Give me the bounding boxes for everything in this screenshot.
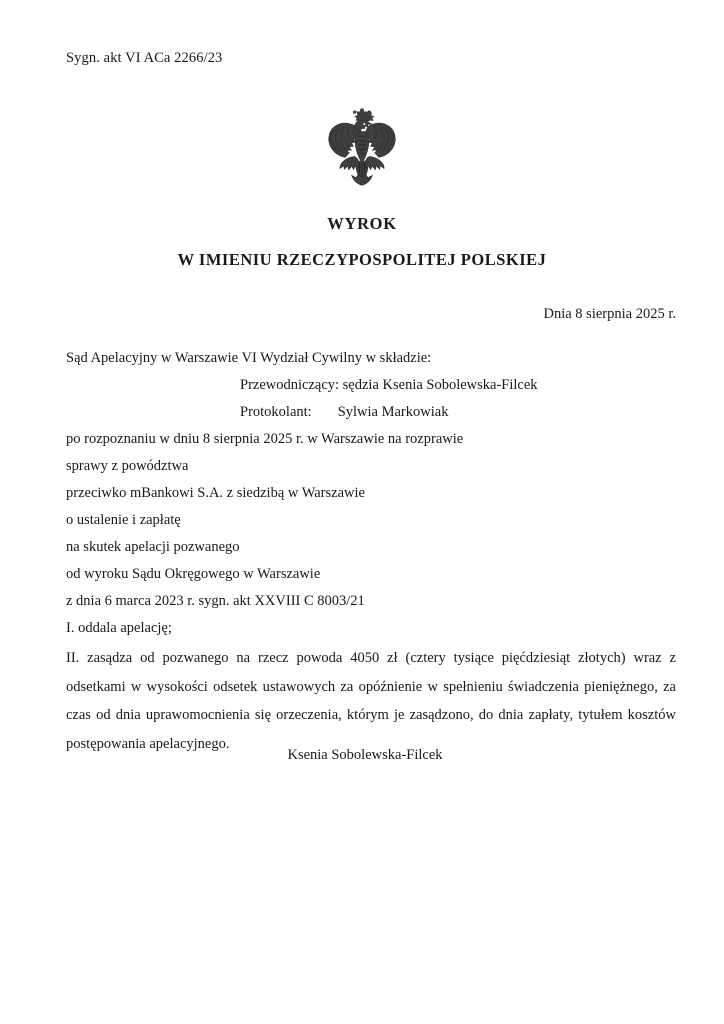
document-subtitle: W IMIENIU RZECZYPOSPOLITEJ POLSKIEJ: [177, 250, 547, 270]
recorder-label: Protokolant:: [240, 404, 312, 420]
body-line: przeciwko mBankowi S.A. z siedzibą w Warszawie: [66, 485, 365, 501]
signature-name: Ksenia Sobolewska-Filcek: [287, 747, 443, 763]
body-line: o ustalenie i zapłatę: [66, 512, 181, 528]
judgment-date: Dnia 8 sierpnia 2025 r.: [543, 306, 676, 322]
document-body: [66, 345, 676, 758]
body-line: na skutek apelacji pozwanego: [66, 539, 240, 555]
body-line: z dnia 6 marca 2023 r. sygn. akt XXVIII C 8003/21: [66, 593, 365, 609]
court-composition-line: Sąd Apelacyjny w Warszawie VI Wydział Cywilny w składzie:: [66, 350, 432, 366]
case-signature: Sygn. akt VI ACa 2266/23: [66, 50, 223, 66]
body-line: od wyroku Sądu Okręgowego w Warszawie: [66, 566, 321, 582]
recorder-line: [66, 399, 676, 426]
ruling-item-one: I. oddala apelację;: [66, 620, 172, 636]
body-line: sprawy z powództwa: [66, 458, 189, 474]
ruling-item-two: II. zasądza od pozwanego na rzecz powoda 4050 zł (cztery tysiące pięćdziesiąt złotych) wraz z odsetkami w wysokości odsetek ustawowych za opóźnienie w spełnieniu świadczenia pieniężnego, za czas od dnia uprawomocnienia się orzeczenia, którym je zasądzono, do dnia zapłaty, tytułem kosztów postępowania apelacyjnego.: [66, 650, 676, 752]
presiding-judge-line: Przewodniczący: sędzia Ksenia Sobolewska-Filcek: [240, 377, 538, 393]
polish-eagle-emblem: [319, 103, 405, 191]
signature-block: [0, 747, 724, 764]
recorder-name: Sylwia Markowiak: [337, 404, 449, 420]
emblem-container: [0, 103, 724, 191]
document-title: WYROK: [327, 214, 397, 233]
body-line: po rozpoznaniu w dniu 8 sierpnia 2025 r. w Warszawie na rozprawie: [66, 431, 464, 447]
title-block: [0, 215, 724, 269]
